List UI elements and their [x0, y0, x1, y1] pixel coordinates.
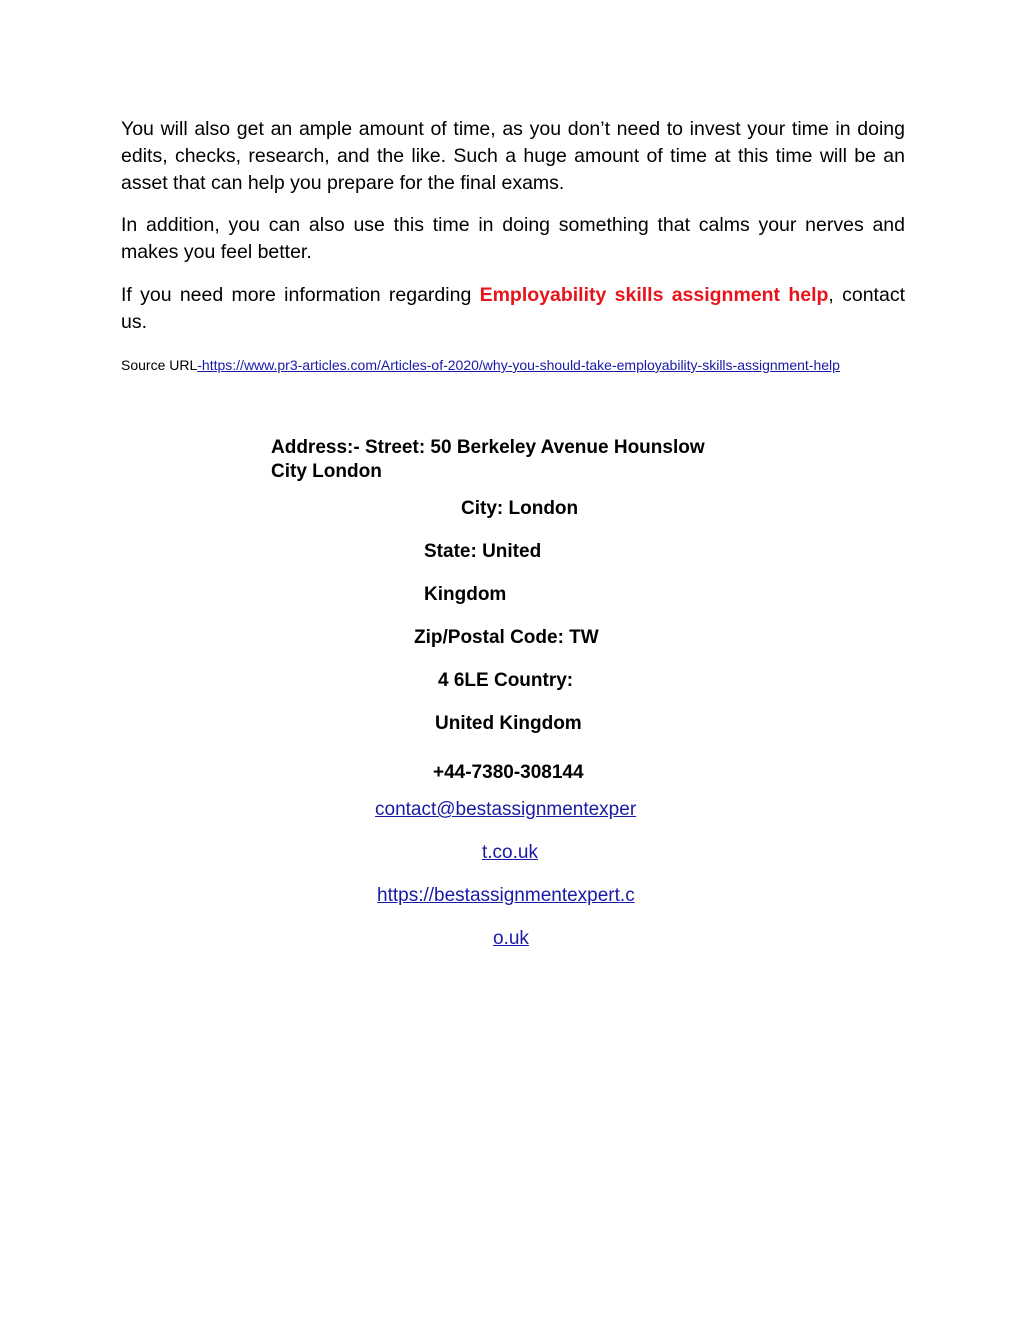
source-line: [121, 356, 840, 374]
contact-text-after: , contact us.: [121, 284, 905, 333]
source-url-link[interactable]: -https://www.pr3-articles.com/Articles-of-2020/why-you-should-take-employability-skills-assignment-help: [197, 357, 840, 373]
address-state-line1: State: United: [424, 541, 542, 562]
address-zip-line1: Zip/Postal Code: TW: [414, 627, 599, 648]
paragraph-contact: [121, 282, 905, 336]
paragraph-calm-nerves: In addition, you can also use this time in doing something that calms your nerves and makes you feel better.: [121, 214, 905, 263]
phone-number: +44-7380-308144: [433, 762, 584, 783]
address-street: Address:- Street: 50 Berkeley Avenue Hounslow City London: [271, 437, 705, 482]
address-zip-line2: 4 6LE Country:: [438, 670, 574, 691]
address-country: United Kingdom: [435, 713, 582, 734]
employability-highlight: Employability skills assignment help: [479, 284, 829, 306]
address-state-line2: Kingdom: [424, 584, 507, 605]
contact-text-before: If you need more information regarding: [121, 284, 480, 306]
paragraph-time-benefit: You will also get an ample amount of time, as you don’t need to invest your time in doing edits, checks, research, and the like. Such a huge amount of time at this time will be an asset that can help you prepare for the final exams.: [121, 118, 905, 194]
source-label: Source URL: [121, 357, 198, 373]
email-link-line2[interactable]: t.co.uk: [482, 842, 538, 863]
email-link-line1[interactable]: contact@bestassignmentexper: [375, 799, 637, 820]
website-link-line1[interactable]: https://bestassignmentexpert.c: [377, 885, 635, 906]
website-link-line2[interactable]: o.uk: [493, 928, 529, 949]
address-city: City: London: [461, 498, 579, 519]
